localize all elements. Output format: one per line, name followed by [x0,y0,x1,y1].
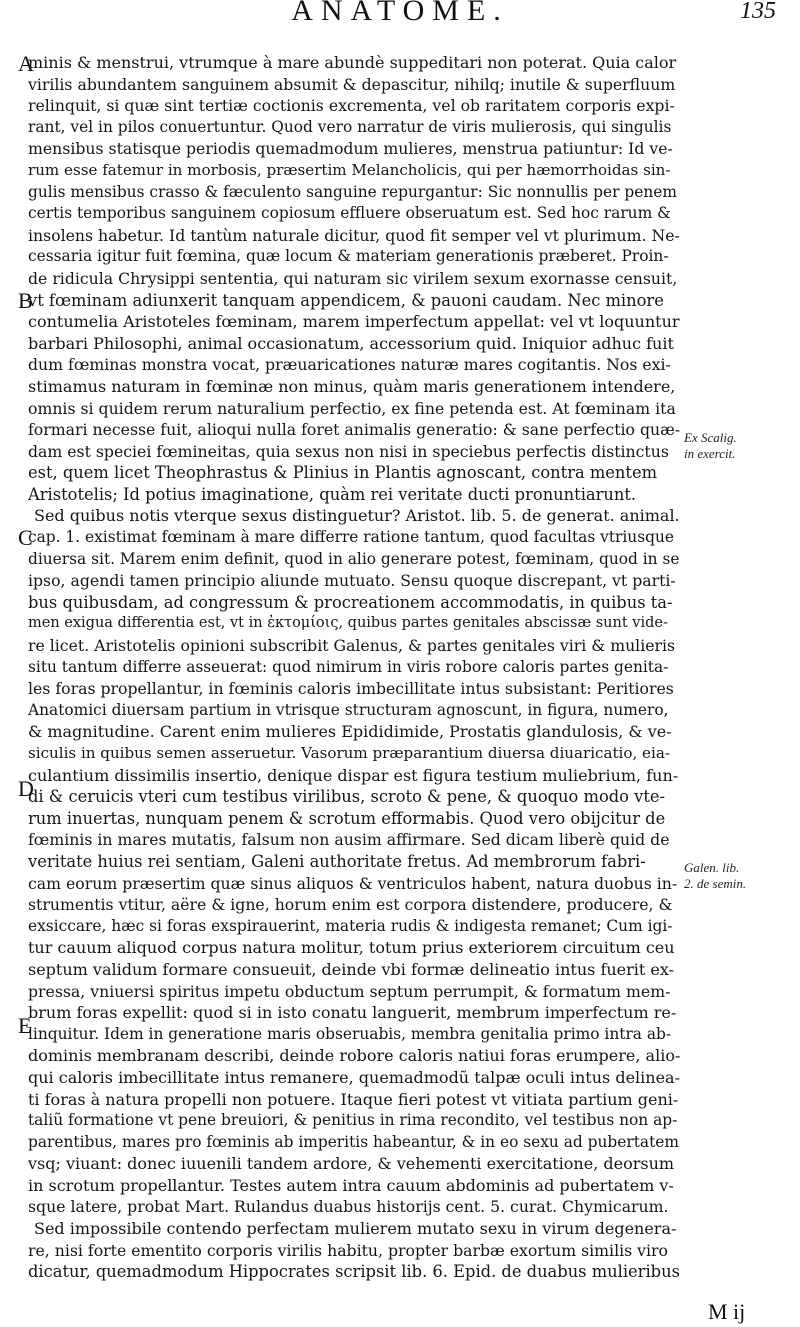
text-line: diuersa sit. Marem enim definit, quod in alio generare potest, fœminam, quod in se [28,549,680,568]
margin-note-line: in exercit. [684,446,736,461]
text-line: vsq; viuant: donec iuuenili tandem ardore, & vehementi exercitatione, deorsum [28,1154,675,1174]
text-line: ti foras à natura propelli non potuere. Itaque fieri potest vt vitiata partium geni- [28,1089,679,1109]
text-line: septum validum formare consueuit, deinde vbi formæ delineatio intus fuerit ex- [28,959,675,979]
running-title: ANATOME. [291,0,509,27]
text-line: di & ceruicis vteri cum testibus virilibus, scroto & pene, & quoquo modo vte- [28,787,666,807]
text-line: pressa, vniuersi spiritus impetu obductum septum perrumpit, & formatum mem- [28,981,671,1001]
section-letter-c: C [18,525,33,550]
section-letter-e: E [18,1013,32,1038]
text-line: formari necesse fuit, alioqui nulla foret animalis generatio: & sane perfectio quæ- [28,420,680,440]
text-line: Sed impossibile contendo perfectam mulierem mutato sexu in virum degenera- [34,1219,677,1239]
text-line: minis & menstrui, vtrumque à mare abundè suppeditari non poterat. Quia calor [28,53,677,72]
text-line: gulis mensibus crasso & fæculento sanguine repurgantur: Sic nonnullis per penem [28,182,677,201]
text-line: veritate huius rei sentiam, Galeni authoritate fretus. Ad membrorum fabri- [28,851,646,871]
text-line: insolens habetur. Id tantùm naturale dicitur, quod fit semper vel vt plurimum. Ne- [28,225,680,245]
text-line: Aristotelis; Id potius imaginatione, quàm rei veritate ducti pronuntiarunt. [28,484,637,504]
text-line: re licet. Aristotelis opinioni subscribit Galenus, & partes genitales viri & mulieris [28,636,676,656]
text-line: relinquit, si quæ sint tertiæ coctionis excrementa, vel ob raritatem corporis expi- [28,96,675,116]
text-line: men exigua differentia est, vt in ἐκτομίοις, quibus partes genitales abscissæ sunt vide- [28,615,668,632]
text-line: parentibus, mares pro fœminis ab imperitis habeantur, & in eo sexu ad pubertatem [28,1132,679,1151]
text-line: virilis abundantem sanguinem absumit & depascitur, nihilq; inutile & superfluum [28,74,676,94]
text-line: in scrotum propellantur. Testes autem intra cauum abdominis ad pubertatem v- [28,1175,674,1195]
text-line: contumelia Aristoteles fœminam, marem imperfectum appellat: vel vt loquuntur [28,312,680,332]
text-line: taliũ formatione vt pene breuiori, & penitius in rima recondito, vel testibus non ap- [28,1111,678,1130]
text-line: les foras propellantur, in fœminis caloris imbecillitate intus subsistant: Peritiores [28,679,674,699]
text-line: dum fœminas monstra vocat, præuaricationes naturæ mares cogitantis. Nos exi- [28,355,671,375]
text-line: ipso, agendi tamen principio aliunde mutuato. Sensu quoque discrepant, vt parti- [28,571,676,591]
text-line: Anatomici diuersam partium in vtrisque structuram agnoscunt, in figura, numero, [28,700,669,719]
text-line: brum foras expellit: quod si in isto conatu languerit, membrum imperfectum re- [28,1003,677,1023]
text-line: situ tantum differre asseuerat: quod nimirum in viris robore caloris partes genita- [28,657,669,676]
text-line: cessaria igitur fuit fœmina, quæ locum & materiam generationis præberet. Proin- [28,247,669,266]
text-line: barbari Philosophi, animal occasionatum, accessorium quid. Iniquior adhuc fuit [28,333,674,353]
text-line: rum inuertas, nunquam penem & scrotum efformabis. Quod vero obijcitur de [28,808,666,828]
text-line: cam eorum præsertim quæ sinus aliquos & ventriculos habent, natura duobus in- [28,873,678,893]
text-line: dam est speciei fœmineitas, quia sexus non nisi in speciebus perfectis distinctus [28,441,669,461]
margin-note-scaliger [684,430,796,462]
text-line: & magnitudine. Carent enim mulieres Epididimide, Prostatis glandulosis, & ve- [28,722,672,742]
margin-note-line: Ex Scalig. [684,430,737,445]
text-line: dicatur, quemadmodum Hippocrates scripsit lib. 6. Epid. de duabus mulieribus [28,1262,680,1282]
text-line: rum esse fatemur in morbosis, præsertim Melancholicis, qui per hæmorrhoidas sin- [28,160,671,179]
text-line: dominis membranam describi, deinde robore caloris natiui foras erumpere, alio- [28,1046,680,1066]
text-line: exsiccare, hæc si foras exspirauerint, materia rudis & indigesta remanet; Cum igi- [28,916,673,935]
text-line: est, quem licet Theophrastus & Plinius in Plantis agnoscant, contra mentem [28,463,658,483]
text-line: Sed quibus notis vterque sexus distinguetur? Aristot. lib. 5. de generat. animal. [34,506,680,526]
text-line: qui caloris imbecillitate intus remanere, quemadmodũ talpæ oculi intus delinea- [28,1067,680,1087]
text-line: vt fœminam adiunxerit tanquam appendicem, & pauoni caudam. Nec minore [28,290,664,310]
text-line: re, nisi forte ementito corporis virilis habitu, propter barbæ exortum similis viro [28,1240,668,1260]
body-text [28,52,680,1283]
section-letter-a: A [18,51,34,76]
text-line: rant, vel in pilos conuertuntur. Quod vero narratur de viris mulierosis, qui singulis [28,117,672,136]
text-line: linquitur. Idem in generatione maris obseruabis, membra genitalia primo intra ab- [28,1024,672,1043]
section-letter-d: D [18,776,34,801]
page-number: 135 [740,0,776,24]
text-line: omnis si quidem rerum naturalium perfectio, ex fine petenda est. At fœminam ita [28,398,676,418]
text-line: bus quibusdam, ad congressum & procreationem accommodatis, in quibus ta- [28,592,673,612]
text-line: tur cauum aliquod corpus natura molitur, totum prius exteriorem circuitum ceu [28,938,675,958]
text-line: siculis in quibus semen asseruetur. Vasorum præparantium diuersa diuaricatio, eia- [28,744,670,762]
text-line: fœminis in mares mutatis, falsum non ausim affirmare. Sed dicam liberè quid de [28,830,670,850]
text-line: culantium dissimilis insertio, denique dispar est figura testium muliebrium, fun- [28,765,679,785]
text-line: stimamus naturam in fœminæ non minus, quàm maris generationem intendere, [28,376,676,396]
margin-note-line: 2. de semin. [684,876,747,891]
text-line: strumentis vtitur, aëre & igne, horum enim est corpora distendere, producere, & [28,895,673,915]
text-line: cap. 1. existimat fœminam à mare differre ratione tantum, quod facultas vtriusque [28,528,674,547]
margin-note-galen [684,860,796,892]
signature-mark: M ij [708,1299,746,1324]
text-line: mensibus statisque periodis quemadmodum mulieres, menstrua patiuntur: Id ve- [28,139,673,159]
section-letter-b: B [18,288,33,313]
text-line: certis temporibus sanguinem copiosum effluere obseruatum est. Sed hoc rarum & [28,204,671,223]
text-line: sque latere, probat Mart. Rulandus duabus historijs cent. 5. curat. Chymicarum. [28,1197,669,1217]
margin-note-line: Galen. lib. [684,860,740,875]
text-line: de ridicula Chrysippi sententia, qui naturam sic virilem sexum exornasse censuit, [28,268,678,288]
